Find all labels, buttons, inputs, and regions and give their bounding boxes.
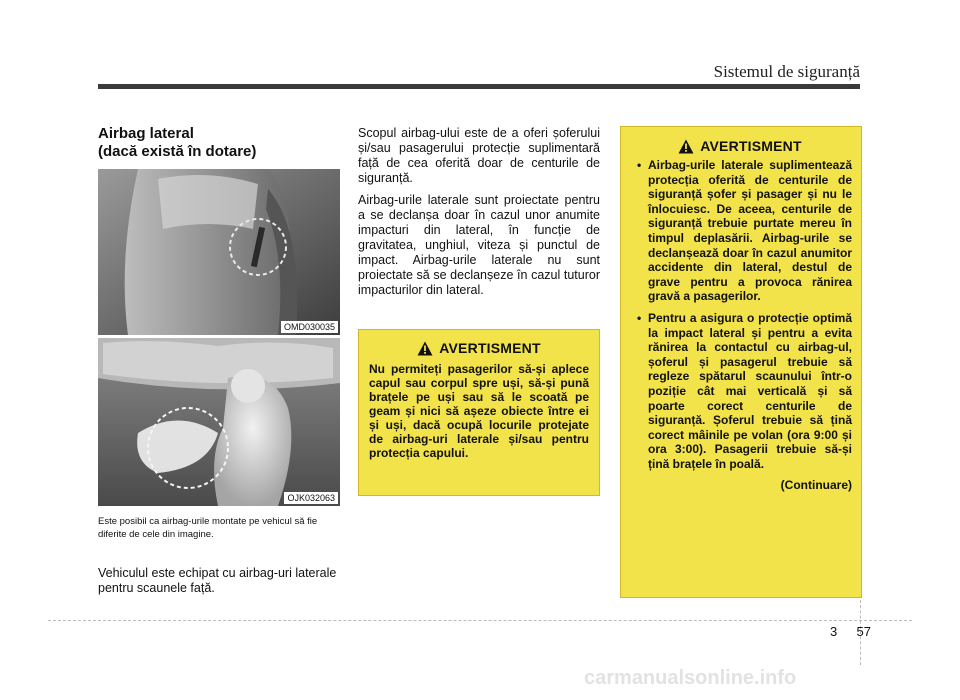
image-caption: Este posibil ca airbag-urile montate pe vehicul să fie diferite de cele din imagine. — [98, 516, 318, 540]
warning-title: AVERTISMENT — [439, 340, 541, 356]
body-text-middle — [358, 126, 600, 305]
header-rule — [98, 84, 860, 89]
section-title-line1: Airbag lateral — [98, 125, 194, 142]
warning-box-large — [620, 126, 862, 598]
warning-list-item: • Airbag-urile laterale suplimentează protecția oferită de centurile de siguranță șofer și pasager și nu le înlocuiesc. De aceea, centurile de siguranță trebuie purtate mereu în timpul deplasării. Airbag-urile se declanșează doar în cazul anumitor accidente din lateral, destul de grave pentru a provoca rănirea gravă a pasagerilor. — [637, 158, 852, 304]
warning-header — [628, 138, 852, 154]
body-text-left: Vehiculul este echipat cu airbag-uri laterale pentru scaunele față. — [98, 566, 337, 595]
photo-code: OMD030035 — [281, 321, 338, 333]
warning-triangle-icon — [678, 139, 694, 154]
warning-list — [628, 158, 852, 471]
page-number — [830, 624, 871, 639]
page-header-title: Sistemul de siguranță — [713, 62, 860, 81]
paragraph: Scopul airbag-ului este de a oferi șoferului și/sau pasagerului protecție suplimentară față de cea oferită doar de centurile de siguranță. — [358, 126, 600, 185]
photo-code: OJK032063 — [284, 492, 338, 504]
chapter-number: 3 — [830, 624, 838, 639]
page-number-value: 57 — [856, 624, 871, 639]
warning-triangle-icon — [417, 341, 433, 356]
paragraph: Airbag-urile laterale sunt proiectate pentru a se declanșa doar în cazul unor anumite impacturi din lateral, în funcție de gravitatea, unghiul, viteza și punctul de impact. Airbag-urile laterale nu sunt proiectate să se declanșeze în cazul tuturor impacturilor din lateral. — [358, 193, 600, 297]
airbag-illustration — [98, 338, 340, 506]
continue-label: (Continuare) — [780, 478, 852, 493]
airbag-deployed-photo — [98, 338, 340, 506]
watermark: carmanualsonline.info — [584, 667, 797, 689]
warning-text: Nu permiteți pasagerilor să-și aplece capul sau corpul spre uși, să-și pună brațele pe uși sau să le scoată pe geam și nici să așeze obiecte între ei și uși, dacă ocupă locurile protejate de airbag-uri laterale și/sau pentru protecția capului. — [369, 362, 589, 460]
warning-title: AVERTISMENT — [700, 138, 802, 154]
seat-illustration — [98, 169, 340, 335]
seat-airbag-photo — [98, 169, 340, 335]
footer-rule — [48, 620, 912, 621]
warning-header — [369, 340, 589, 356]
warning-list-item: • Pentru a asigura o protecție optimă la impact lateral și pentru a evita rănirea la contactul cu airbag-ul, șoferul și pasagerul trebuie să regleze spătarul scaunului într-o poziție cât mai verticală și să poarte corect centurile de siguranță. Șoferul trebuie să țină corect mâinile pe volan (ora 9:00 și ora 3:00). Pasagerii trebuie să-și țină brațele în poală. — [637, 310, 852, 471]
warning-box-small — [358, 329, 600, 496]
section-title — [98, 125, 348, 161]
section-title-line2: (dacă există în dotare) — [98, 143, 257, 160]
